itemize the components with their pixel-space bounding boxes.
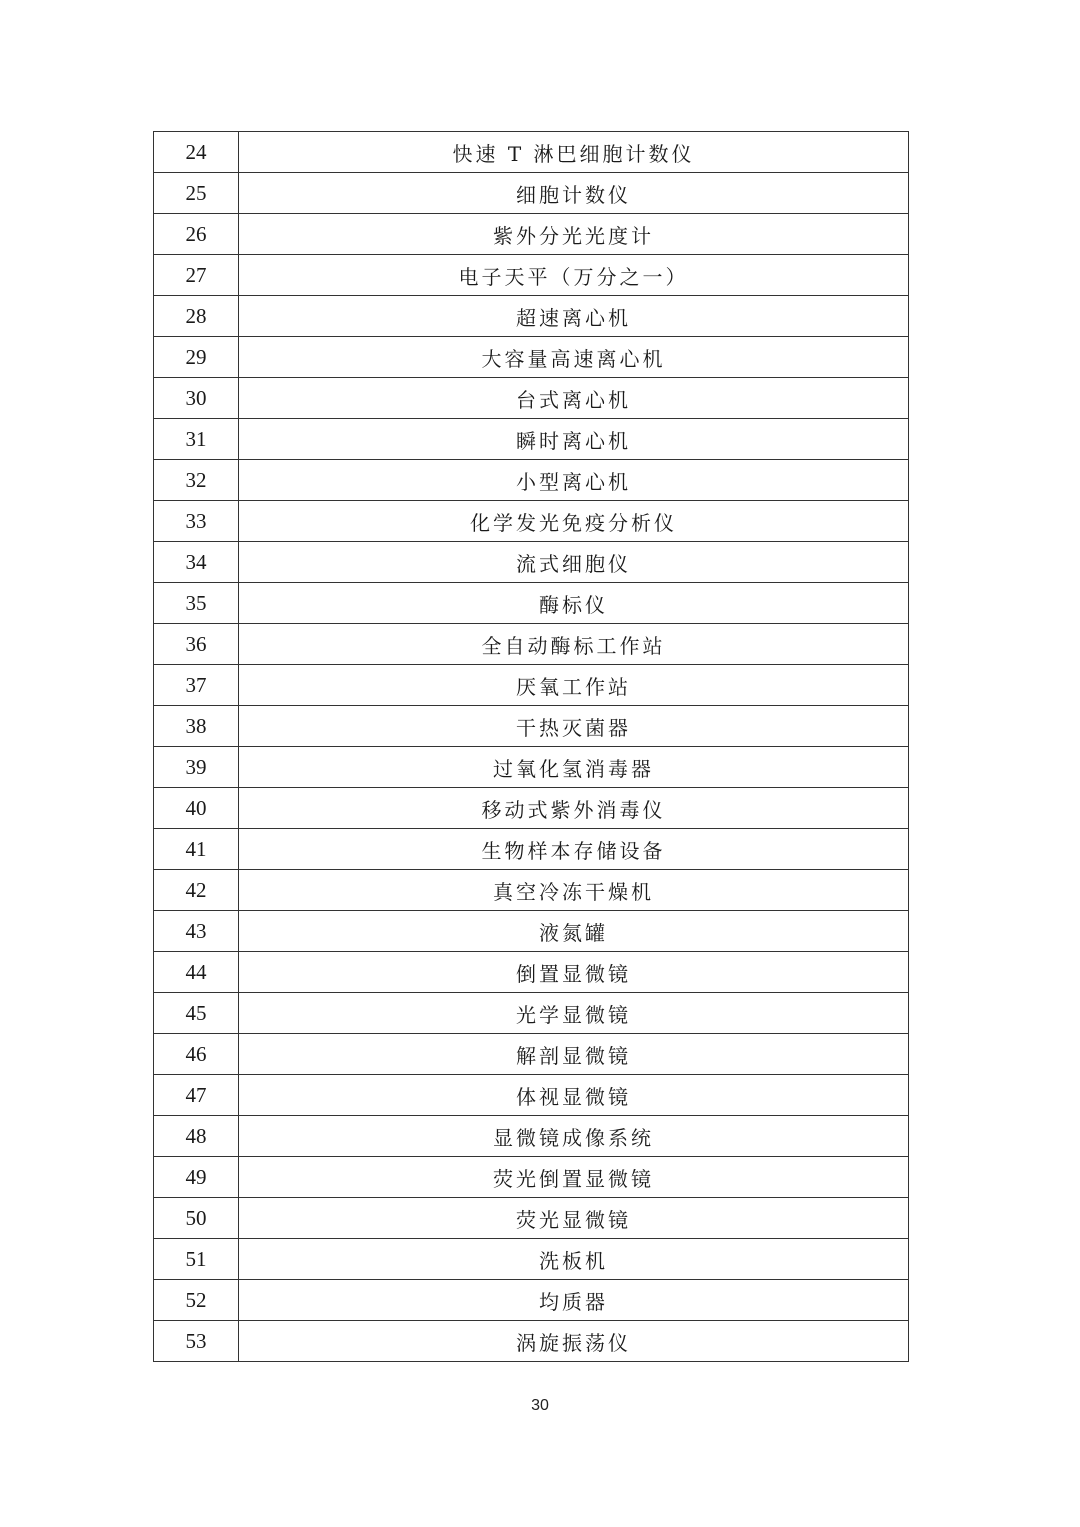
table-row [154, 542, 909, 583]
equipment-table [153, 131, 909, 1362]
table-row [154, 460, 909, 501]
row-number-cell: 24 [154, 132, 239, 173]
row-number-cell: 27 [154, 255, 239, 296]
row-number-cell: 46 [154, 1034, 239, 1075]
equipment-name-cell: 显微镜成像系统 [239, 1116, 909, 1157]
table-row [154, 952, 909, 993]
table-row [154, 870, 909, 911]
row-number-cell: 39 [154, 747, 239, 788]
row-number-cell: 48 [154, 1116, 239, 1157]
row-number-cell: 38 [154, 706, 239, 747]
table-row [154, 501, 909, 542]
row-number-cell: 35 [154, 583, 239, 624]
equipment-name-cell: 荧光显微镜 [239, 1198, 909, 1239]
equipment-name-cell: 干热灭菌器 [239, 706, 909, 747]
equipment-name-cell: 快速 T 淋巴细胞计数仪 [239, 132, 909, 173]
equipment-table-body [154, 132, 909, 1362]
table-row [154, 255, 909, 296]
equipment-name-cell: 酶标仪 [239, 583, 909, 624]
row-number-cell: 40 [154, 788, 239, 829]
row-number-cell: 26 [154, 214, 239, 255]
row-number-cell: 32 [154, 460, 239, 501]
equipment-name-cell: 涡旋振荡仪 [239, 1321, 909, 1362]
table-row [154, 665, 909, 706]
row-number-cell: 28 [154, 296, 239, 337]
equipment-name-cell: 荧光倒置显微镜 [239, 1157, 909, 1198]
table-row [154, 829, 909, 870]
row-number-cell: 51 [154, 1239, 239, 1280]
table-row [154, 993, 909, 1034]
table-row [154, 214, 909, 255]
row-number-cell: 29 [154, 337, 239, 378]
equipment-name-cell: 超速离心机 [239, 296, 909, 337]
table-row [154, 378, 909, 419]
equipment-name-cell: 真空冷冻干燥机 [239, 870, 909, 911]
table-row [154, 173, 909, 214]
table-row [154, 1239, 909, 1280]
equipment-name-cell: 厌氧工作站 [239, 665, 909, 706]
row-number-cell: 53 [154, 1321, 239, 1362]
equipment-name-cell: 小型离心机 [239, 460, 909, 501]
table-row [154, 419, 909, 460]
row-number-cell: 34 [154, 542, 239, 583]
table-row [154, 788, 909, 829]
table-row [154, 1321, 909, 1362]
table-row [154, 1034, 909, 1075]
table-row [154, 911, 909, 952]
equipment-name-cell: 洗板机 [239, 1239, 909, 1280]
equipment-name-cell: 细胞计数仪 [239, 173, 909, 214]
equipment-name-cell: 化学发光免疫分析仪 [239, 501, 909, 542]
equipment-name-cell: 倒置显微镜 [239, 952, 909, 993]
row-number-cell: 25 [154, 173, 239, 214]
row-number-cell: 45 [154, 993, 239, 1034]
table-row [154, 747, 909, 788]
equipment-name-cell: 解剖显微镜 [239, 1034, 909, 1075]
row-number-cell: 31 [154, 419, 239, 460]
row-number-cell: 30 [154, 378, 239, 419]
row-number-cell: 47 [154, 1075, 239, 1116]
table-row [154, 132, 909, 173]
equipment-name-cell: 液氮罐 [239, 911, 909, 952]
row-number-cell: 36 [154, 624, 239, 665]
page-number: 30 [531, 1397, 549, 1414]
equipment-name-cell: 过氧化氢消毒器 [239, 747, 909, 788]
row-number-cell: 33 [154, 501, 239, 542]
equipment-name-cell: 台式离心机 [239, 378, 909, 419]
row-number-cell: 42 [154, 870, 239, 911]
equipment-name-cell: 流式细胞仪 [239, 542, 909, 583]
equipment-name-cell: 全自动酶标工作站 [239, 624, 909, 665]
row-number-cell: 49 [154, 1157, 239, 1198]
table-row [154, 1198, 909, 1239]
row-number-cell: 52 [154, 1280, 239, 1321]
equipment-name-cell: 体视显微镜 [239, 1075, 909, 1116]
table-row [154, 1075, 909, 1116]
equipment-name-cell: 移动式紫外消毒仪 [239, 788, 909, 829]
equipment-name-cell: 电子天平（万分之一） [239, 255, 909, 296]
equipment-name-cell: 紫外分光光度计 [239, 214, 909, 255]
table-row [154, 1116, 909, 1157]
table-row [154, 1280, 909, 1321]
equipment-name-cell: 瞬时离心机 [239, 419, 909, 460]
equipment-name-cell: 生物样本存储设备 [239, 829, 909, 870]
row-number-cell: 41 [154, 829, 239, 870]
equipment-name-cell: 大容量高速离心机 [239, 337, 909, 378]
table-row [154, 296, 909, 337]
table-row [154, 706, 909, 747]
table-row [154, 583, 909, 624]
row-number-cell: 44 [154, 952, 239, 993]
equipment-name-cell: 光学显微镜 [239, 993, 909, 1034]
row-number-cell: 43 [154, 911, 239, 952]
equipment-name-cell: 均质器 [239, 1280, 909, 1321]
row-number-cell: 37 [154, 665, 239, 706]
row-number-cell: 50 [154, 1198, 239, 1239]
table-row [154, 624, 909, 665]
table-row [154, 337, 909, 378]
table-row [154, 1157, 909, 1198]
